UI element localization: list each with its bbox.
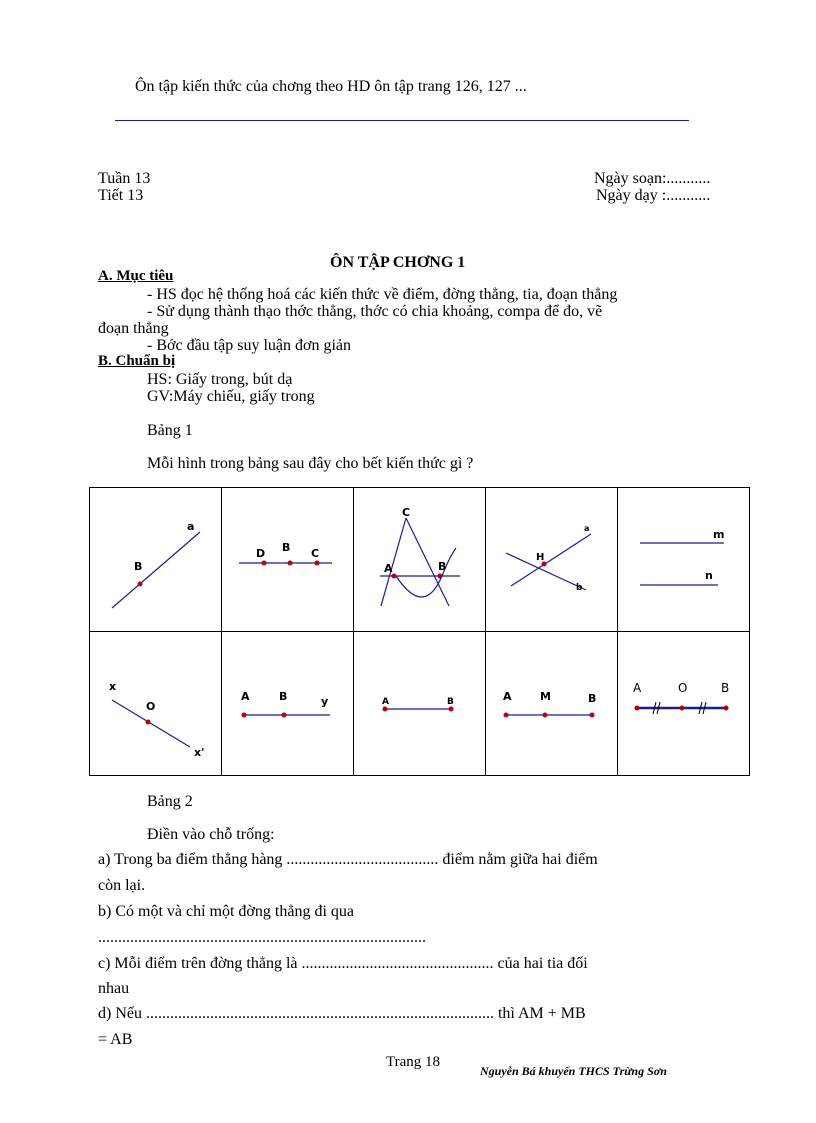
section-b-line: GV:Máy chiếu, giấy trong <box>147 388 315 405</box>
section-b-line: HS: Giấy trong, bút dạ <box>147 371 293 388</box>
period-label: Tiết 13 <box>98 187 144 204</box>
fill-blank-line: nhau <box>98 980 130 997</box>
section-a-line: - HS đọc hệ thống hoá các kiến thức về điểm, đờng thẳng, tia, đoạn thẳng <box>147 286 618 303</box>
section-a-line: - Bớc đầu tập suy luận đơn giản <box>147 337 351 354</box>
page-number: Trang 18 <box>386 1054 441 1070</box>
label-B: B <box>447 697 454 707</box>
fill-blank-line: .................................................................................. <box>98 929 426 946</box>
fill-blank-line: còn lại. <box>98 877 146 894</box>
figure-cell-triangle <box>354 488 486 632</box>
figure-cell-line <box>90 488 222 632</box>
label-B: B <box>438 560 447 573</box>
label-A: A <box>384 562 393 575</box>
fill-blank-line: a) Trong ba điểm thẳng hàng ...................................... điểm nằm giữa hai điểm <box>98 851 598 868</box>
table1-label: Bảng 1 <box>147 422 193 439</box>
divider <box>115 120 689 121</box>
section-a-line: - Sử dụng thành thạo thớc thẳng, thớc có chia khoảng, compa để đo, vẽ <box>147 303 603 320</box>
table2-label: Bảng 2 <box>147 793 193 810</box>
label-y: y <box>321 695 329 708</box>
table2-instruction: Điền vào chỗ trống: <box>147 826 275 843</box>
figure-cell-ray <box>222 632 354 776</box>
figure-cell-collinear-points <box>222 488 354 632</box>
label-A: A <box>503 690 512 703</box>
label-O: O <box>678 681 688 695</box>
figure-cell-parallel-lines <box>618 488 750 632</box>
figure-cell-segment <box>354 632 486 776</box>
label-b: b <box>576 583 583 593</box>
label-B: B <box>588 692 597 705</box>
label-A: A <box>633 681 642 695</box>
label-O: O <box>146 700 156 713</box>
figure-cell-opposite-rays <box>90 632 222 776</box>
label-x: x <box>109 680 117 693</box>
section-a-line: đoạn thẳng <box>98 320 169 337</box>
section-b-heading: B. Chuẩn bị <box>98 353 176 369</box>
label-M: M <box>540 690 551 703</box>
label-a: a <box>584 524 590 533</box>
figure-table <box>89 487 750 776</box>
label-A: A <box>382 697 389 707</box>
figure-cell-intersecting-lines <box>486 488 618 632</box>
page-title: ÔN TẬP CHƠNG 1 <box>330 254 466 271</box>
label-B: B <box>279 690 288 703</box>
fill-blank-line: c) Mỗi điểm trên đờng thẳng là ................................................ của hai tia đối <box>98 955 588 972</box>
label-x-prime: x' <box>194 746 205 759</box>
date-prepared: Ngày soạn:........... <box>594 170 711 187</box>
table1-question: Mỗi hình trong bảng sau đây cho bết kiến thức gì ? <box>147 455 474 472</box>
label-D: D <box>256 547 266 560</box>
date-taught: Ngày dạy :........... <box>596 187 711 204</box>
figure-cell-midpoint <box>486 632 618 776</box>
fill-blank-line: d) Nếu ....................................................................................... thì AM + MB <box>98 1005 586 1022</box>
label-n: n <box>705 569 713 582</box>
section-a-heading: A. Mục tiêu <box>98 268 174 284</box>
fill-blank-line: b) Có một và chỉ một đờng thẳng đi qua <box>98 903 354 920</box>
label-a: a <box>187 520 195 533</box>
label-C: C <box>402 506 411 519</box>
label-B: B <box>282 541 291 554</box>
label-B: B <box>134 560 143 573</box>
week-label: Tuần 13 <box>98 170 151 187</box>
top-note: Ôn tập kiến thức của chơng theo HD ôn tập trang 126, 127 ... <box>135 78 527 95</box>
author-signature: Nguyễn Bá khuyến THCS Trừng Sơn <box>480 1064 667 1078</box>
figure-cell-equal-segments <box>618 632 750 776</box>
label-C: C <box>311 547 320 560</box>
label-A: A <box>241 690 250 703</box>
label-B: B <box>721 681 730 695</box>
label-m: m <box>713 528 725 541</box>
fill-blank-line: = AB <box>98 1031 133 1048</box>
label-H: H <box>536 552 545 563</box>
